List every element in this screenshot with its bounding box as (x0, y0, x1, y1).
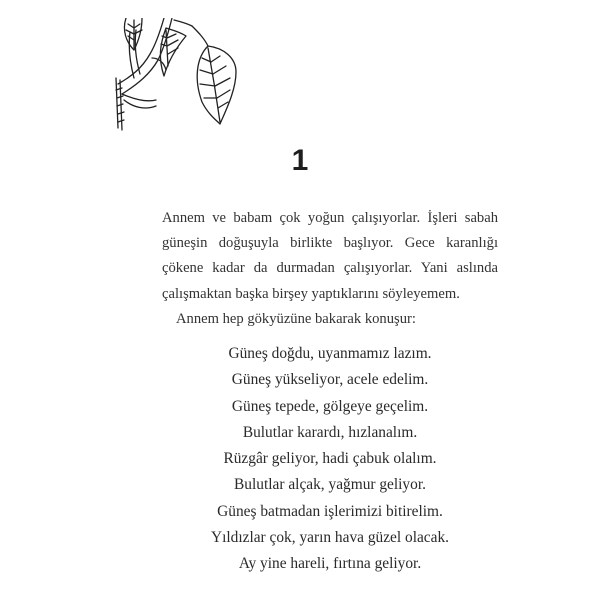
poem-line: Güneş tepede, gölgeye geçelim. (231, 397, 429, 415)
paragraph: Annem ve babam çok yoğun çalışıyorlar. İşleri sabah güneşin doğuşuyla birlikte başlıyor. Gece karanlığı çökene kadar da durmadan çalışıyorlar. Yani aslında çalışmaktan başka birşey yaptıklarını söyleyemem. (162, 210, 498, 302)
poem-line: Güneş batmadan işlerimizi bitirelim. (217, 502, 443, 520)
chapter-text (162, 206, 498, 332)
poem-line: Ay yine hareli, fırtına geliyor. (238, 555, 422, 573)
poem-line: Güneş doğdu, uyanmamız lazım. (228, 345, 432, 362)
paragraph: Annem hep gökyüzüne bakarak konuşur: (176, 310, 416, 327)
poem-line: Bulutlar karardı, hızlanalım. (242, 423, 418, 441)
poem-line: Rüzgâr geliyor, hadi çabuk olalım. (223, 450, 437, 468)
poem-line: Yıldızlar çok, yarın hava güzel olacak. (210, 529, 450, 547)
leaf-branch-icon (112, 18, 262, 143)
chapter-number: 1 (291, 144, 309, 177)
poem-line: Bulutlar alçak, yağmur geliyor. (234, 476, 426, 494)
poem (160, 341, 500, 578)
poem-line: Güneş yükseliyor, acele edelim. (231, 371, 429, 389)
